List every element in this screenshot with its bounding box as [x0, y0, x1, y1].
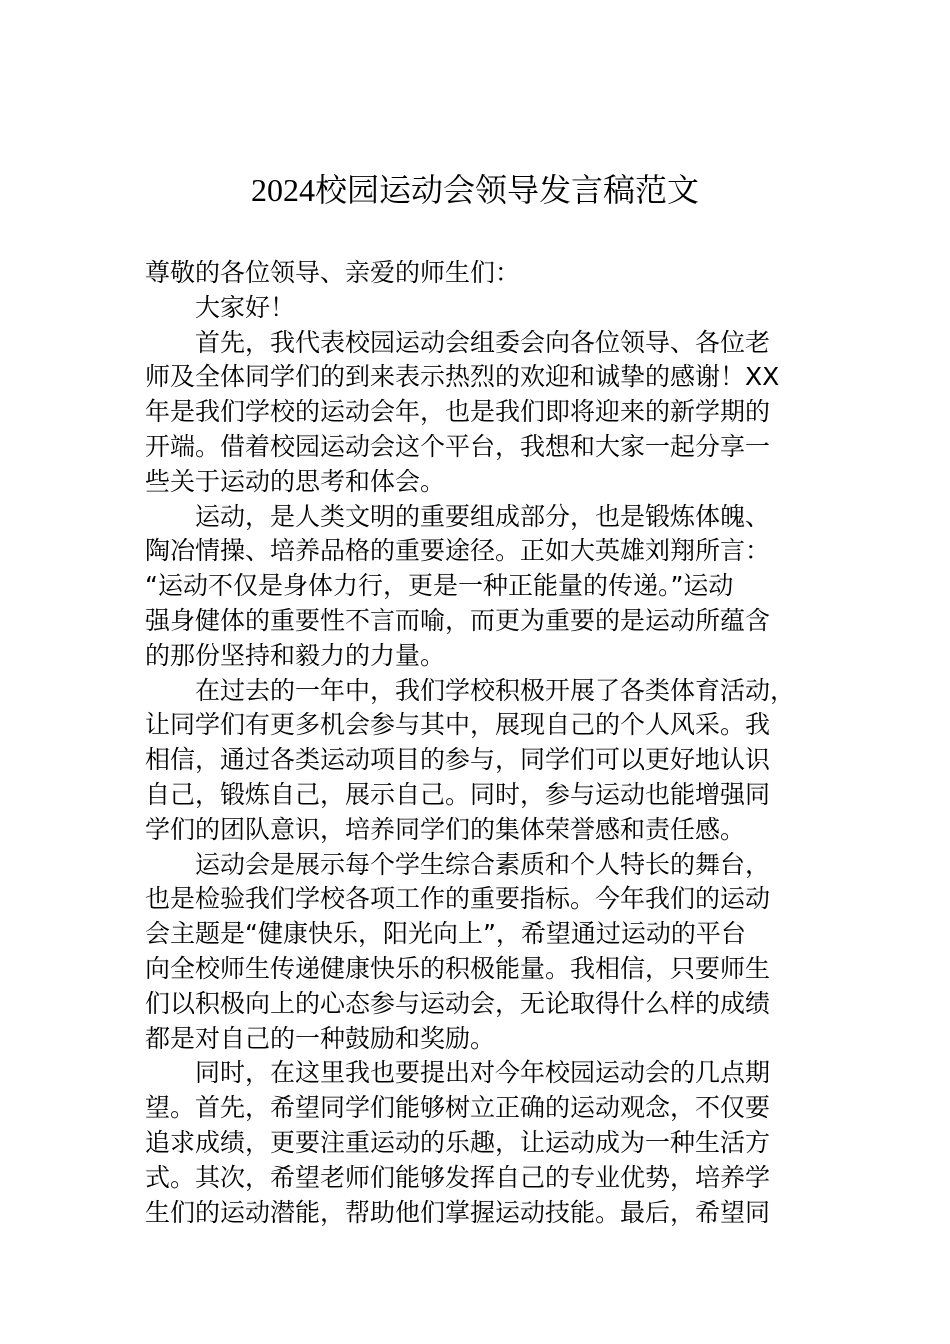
text-line: 首先，我代表校园运动会组委会向各位领导、各位老: [195, 327, 771, 357]
text-line: 向全校师生传递健康快乐的积极能量。我相信，只要师生: [145, 953, 771, 983]
text-line: 生们的运动潜能，帮助他们掌握运动技能。最后，希望同: [145, 1197, 771, 1227]
text-line: 运动，是人类文明的重要组成部分，也是锻炼体魄、: [195, 501, 771, 531]
paragraph: [145, 500, 815, 674]
text-line: 年是我们学校的运动会年，也是我们即将迎来的新学期的: [145, 397, 771, 427]
title-text: 校园运动会领导发言稿范文: [314, 171, 699, 209]
text-line: 会主题是“健康快乐，阳光向上”，希望通过运动的平台: [145, 919, 746, 949]
text-line: 让同学们有更多机会参与其中，展现自己的个人风采。我: [145, 710, 771, 740]
title-year: 2024: [250, 172, 315, 208]
text-line: 的那份坚持和毅力的力量。: [145, 640, 446, 670]
text-line: 在过去的一年中，我们学校积极开展了各类体育活动，: [195, 675, 796, 705]
text-line: “运动不仅是身体力行，更是一种正能量的传递。”运动: [145, 571, 734, 601]
document-title: [0, 168, 950, 212]
text-line: 们以积极向上的心态参与运动会，无论取得什么样的成绩: [145, 988, 771, 1018]
paragraph: [145, 848, 815, 1057]
text-line: 望。首先，希望同学们能够树立正确的运动观念，不仅要: [145, 1093, 771, 1123]
text-line: 运动会是展示每个学生综合素质和个人特长的舞台，: [195, 849, 771, 879]
text-line: 师及全体同学们的到来表示热烈的欢迎和诚挚的感谢！XX: [145, 362, 780, 392]
text-line: 追求成绩，更要注重运动的乐趣，让运动成为一种生活方: [145, 1127, 771, 1157]
paragraph: [145, 326, 815, 500]
paragraph: [145, 1056, 815, 1230]
paragraph: [145, 291, 815, 326]
paragraph: [145, 674, 815, 848]
text-line: 学们的团队意识，培养同学们的集体荣誉感和责任感。: [145, 814, 746, 844]
text-line: 陶冶情操、培养品格的重要途径。正如大英雄刘翔所言：: [145, 536, 771, 566]
text-line: 也是检验我们学校各项工作的重要指标。今年我们的运动: [145, 884, 771, 914]
text-line: 大家好！: [195, 292, 296, 322]
text-line: 式。其次，希望老师们能够发挥自己的专业优势，培养学: [145, 1162, 771, 1192]
text-line: 自己，锻炼自己，展示自己。同时，参与运动也能增强同: [145, 779, 771, 809]
text-line: 些关于运动的思考和体会。: [145, 466, 446, 496]
document-body: [145, 256, 815, 1230]
paragraph: [145, 256, 815, 291]
text-line: 都是对自己的一种鼓励和奖励。: [145, 1023, 496, 1053]
text-line: 尊敬的各位领导、亲爱的师生们：: [145, 258, 521, 287]
text-line: 相信，通过各类运动项目的参与，同学们可以更好地认识: [145, 745, 771, 775]
text-line: 强身健体的重要性不言而喻，而更为重要的是运动所蕴含: [145, 605, 771, 635]
text-line: 同时，在这里我也要提出对今年校园运动会的几点期: [195, 1058, 771, 1088]
text-line: 开端。借着校园运动会这个平台，我想和大家一起分享一: [145, 431, 771, 461]
